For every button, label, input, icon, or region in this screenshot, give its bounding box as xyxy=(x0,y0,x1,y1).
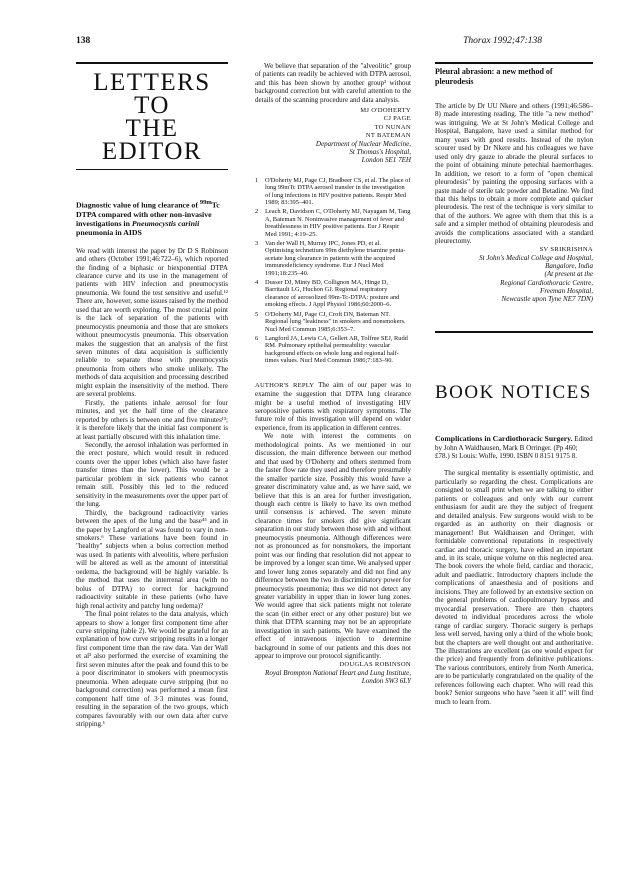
reply-label: AUTHOR'S REPLY xyxy=(255,381,315,389)
column-middle xyxy=(255,62,411,685)
section-top-rule xyxy=(76,62,228,64)
running-head: Thorax 1992;47:138 xyxy=(463,36,542,46)
paragraph: We read with interest the paper by Dr D S Robinson and others (October 1991;46:722–6), which reported the finding of a biphasic or biexponential DTPA clearance curve and its use in the management of patients with HIV infection and pneumocystis pneumonia. We found the test sensitive and useful.¹² There are, however, some issues raised by the method used that are worth exploring. The most crucial point is the lack of separation of the patients with pneumocystis pneumonia and those that are smokers without pneumocystis pneumonia. This observation makes the suggestion that an analysis of the first seven minutes of data acquisition is sufficiently reliable to separate those with pneumocystis pneumonia from others who smoke unlikely. The methods of data acquisition and processing described might explain the insensitivity of the method. There are several problems. xyxy=(76,246,228,399)
paragraph: Firstly, the patients inhale aerosol for four minutes, and yet the half time of the clearance reported by others is between one and five minutes¹³; it is therefore likely that the initial fast component is at least partially obscured with this inhalation time. xyxy=(76,398,228,441)
signature-block: MJ O'DOHERTY CJ PAGE TO NUNAN NT BATEMAN Department of Nuclear Medicine, St Thomas's Hospital, London SE1 7EH xyxy=(315,107,411,165)
paragraph: Secondly, the aerosol inhalation was performed in the erect posture, which would result in reduced counts over the upper lobes (which also have faster transfer times than the lower). This would be a particular problem in sick patients who cannot remain still. Possibly this led to the reduced sensitivity in the measurements over the upper part of the lung. xyxy=(76,441,228,509)
reference-item: 2 Leach R, Davidson C, O'Doherty MJ, Nayagam M, Tang A, Bateman N. Noninvasive management of fever and breathlessness in HIV positive patients. Eur J Respir Med 1991; 4:19–25. xyxy=(255,208,411,238)
section-top-rule xyxy=(435,331,593,333)
book-notices-banner: BOOK NOTICES xyxy=(435,382,592,404)
reference-list xyxy=(255,177,411,365)
page-number: 138 xyxy=(76,36,91,46)
column-right xyxy=(435,62,593,706)
reference-item: 5 O'Doherty MJ, Page CJ, Croft DN, Bateman NT. Regional lung "leakiness" in smokers and nonsmokers. Nucl Med Commun 1985;6:353–7. xyxy=(255,310,406,333)
italic-species-name: Pneumocystis carinii xyxy=(131,218,200,228)
book-title: Complications in Cardiothoracic Surgery. xyxy=(435,434,573,444)
banner-line-1: LETTERS TO xyxy=(93,69,211,119)
signature-block: DOUGLAS ROBINSON Royal Brompton National Heart and Lung Institute, London SW3 6LY xyxy=(265,660,411,686)
column-left xyxy=(76,62,228,728)
section-top-rule xyxy=(435,62,593,64)
reference-item: 3 Van der Wall H, Murray IPC, Jones PD, et al. Optimising technetium 99m diethylene triamine penta-acetate lung clearance in patients with the acquired immunodeficiency syndrome. Eur J Nucl Med 1991;18:235–40. xyxy=(255,239,406,277)
book-notice xyxy=(435,435,593,706)
paragraph: We believe that separation of the "alveolitic" group of patients can readily be achieved with DTPA aerosol, and this has been shown by another group² without background correction but with careful attention to the details of the scanning procedure and data analysis. xyxy=(255,62,411,104)
paragraph: We note with interest the comments on methodological points. As we mentioned in our discussion, the main difference between our method and that used by O'Doherty and others stemmed from the faster flow rate they used and therefore presumably the smaller particle size. Possibly this would have a greater discriminatory value and, as we have said, we believe that this is an area for further investigation, though each centre is likely to have its own method until consensus is achieved. The seven minute clearance times for smokers did give significant separation in our study between those with and without pneumocystis pneumonia. Although differences were not as pronounced as for nonsmokers, the important point was our finding that resolution did not appear to be improved by a longer scan time. We analysed upper and lower lung zones separately and did not find any difference between the two in discriminatory power for pneumocystis pneumonia; thus we did not detect any greater variability in upper than in lower lung zones. We would agree that sick patients might not tolerate the scan (in either erect or any other posture) but we think that DTPA scanning may not be an appropriate investigation in such patients. We have examined the effect of intravenous injection to determine background in some of our patients and this does not appear to improve our protocol significantly. xyxy=(255,432,411,661)
paragraph: The article by Dr UU Nkere and others (1991;46:586–8) made interesting reading. The title "a new method" was intriguing. We at St John's Medical College and Hospital, Bangalore, have used a similar method for many years with good results. Instead of the nylon scourer used by Dr Nkere and his colleagues we have used only dry gauze to abrade the pleural surfaces to the point of obtaining minute petechial haemorrhages. In addition, we resort to a form of "open chemical pleurodesis" by painting the opposing surfaces with a paste made of sterile talc powder and Betadine. We find that this helps to obtain a more complete and quicker pleurodesis. The rest of the technique is very similar to that of the authors. We agree with them that this is a safe and a simpler method of obtaining pleurodesis and avoids the complications associated with a standard pleurectomy. xyxy=(435,102,593,246)
letters-section-banner xyxy=(76,66,228,170)
reference-item: 1 O'Doherty MJ, Page CJ, Bradbeer CS, et al. The place of lung 99mTc DTPA aerosol transfer in the investigation of lung infections in HIV positive patients. Respir Med 1989; 83:395–401. xyxy=(255,176,411,207)
letter-title: Pleural abrasion: a new method of pleurodesis xyxy=(435,67,553,86)
paragraph: The final point relates to the data analysis, which appears to show a longer first component time after curve stripping (table 2). We would be grateful for an explanation of how curve stripping results in a longer first component time than the raw data. Van der Wall et al³ also performed the exercise of examining the first seven minutes after the peak and found this to be a poor discriminator in smokers with pneumocystis pneumonia. When adequate curve stripping (but no background correction) was performed a mean first component half time of 3·3 minutes was found, resulting in the separation of the two groups, which compares favourably with our own data after curve stripping.¹ xyxy=(76,610,228,728)
reference-item: 4 Dusser DJ, Minty BD, Collignon MA, Hinge D, Barritault LG, Huchon GJ. Regional respiratory clearance of aerosolized 99m-Tc-DTPA: posture and smoking effects. J Appl Physiol 1986;60:2000–6. xyxy=(255,278,400,309)
paragraph: Thirdly, the background radioactivity varies between the apex of the lung and the base⁴⁵ and in the paper by Langford et al was found to vary in non-smokers.⁶ These variations have been found in "healthy" subjects when a bolus correction method was used. In patients with alveolitis, where perfusion will be altered as well as the amount of interstitial oedema, the background will be highly variable. Is the method that uses the interrenal area (with no bolus of DTPA) to correct for background radioactivity suitable in these patients (who have high renal activity and patchy lung oedema)? xyxy=(76,508,228,610)
reference-item: 6 Langford JA, Lewis CA, Gellert AR, Tolfree SEJ, Rudd RM. Pulmonary epithelial permeability: vascular background effects on whole lung and regional half-times values. Nucl Med Commun 1986;7:183–90. xyxy=(255,334,408,365)
paragraph: AUTHOR'S REPLY The aim of our paper was to examine the suggestion that DTPA lung clearance might be a useful method of investigating HIV seropositive patients with respiratory symptoms. The future role of this investigation will depend on wider experience, from its application in different centres. xyxy=(255,380,412,432)
authors-reply xyxy=(255,381,411,686)
banner-line-2: THE EDITOR xyxy=(101,115,203,165)
book-citation: Complications in Cardiothoracic Surgery. Edited by John A Waldhausen, Mark B Orringer. (Pp 460; £78.) St Louis: Wolfe, 1990. ISBN 0 8151 9175 8. xyxy=(435,434,593,461)
letter-title: Diagnostic value of lung clearance of $^{99m}$Tc DTPA compared with other non-invasive investigations in Pneumocystis carinii pneumonia in AIDS xyxy=(76,199,220,237)
isotope-superscript: 99m xyxy=(199,199,212,206)
paragraph: The surgical mentality is essentially optimistic, and particularly so regarding the chest. Complications are consigned to small print when we are talking to either patients or colleagues and only with our current enthusiasm for audit are they the subject of frequent and detailed analysis. Few surgeons would wish to be regarded as an authority on their diagnosis or management! But Waldhausen and Orringer, with formidable conventional reputations in respectively cardiac and thoracic surgery, have edited an important and, in its scale, unique volume on this neglected area. The book covers the whole field, cardiac and thoracic, adult and paediatric. Introductory chapters include the complications of anaesthesia and of positions and incisions. They are followed by an extensive section on the general problems of cardiopulmonary bypass and myocardial preservation. There are then chapters devoted to individual procedures across the whole range of cardiac surgery. Thoracic surgery is perhaps less well served, having only a third of the whole book; but the chapters are well thought out and authoritative. The illustrations are excellent (as one would expect for the price) and frequently from definitive publications. The various contributors, entirely from North America, are to be particularly congratulated on the quality of the references following each chapter. Who will read this book? Senior surgeons who have "seen it all" will find much to learn from. xyxy=(435,469,593,706)
signature-block: SV SRIKRISHNA St John's Medical College and Hospital, Bangalore, India (At present at the Regional Cardiothoracic Centre, Freeman Hospital, Newcastle upon Tyne NE7 7DN) xyxy=(479,245,593,303)
